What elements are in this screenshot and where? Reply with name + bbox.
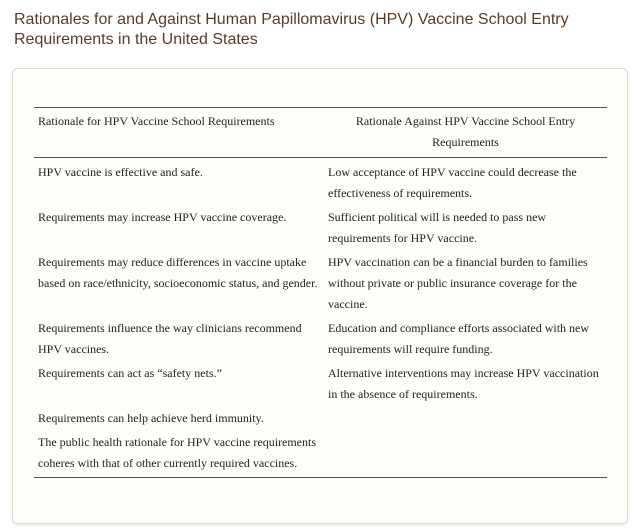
table-row [34, 206, 607, 251]
rationale-against-cell: Sufficient political will is needed to pass new requirements for HPV vaccine. [328, 210, 547, 245]
rationale-against-cell: Low acceptance of HPV vaccine could decrease the effectiveness of requirements. [328, 165, 577, 200]
table-row [34, 362, 607, 407]
rationale-for-cell: HPV vaccine is effective and safe. [38, 165, 203, 179]
rationale-against-cell: Alternative interventions may increase HPV vaccination in the absence of requirements. [328, 366, 599, 401]
table-panel [12, 68, 628, 524]
column-header-for: Rationale for HPV Vaccine School Requirements [34, 108, 324, 158]
rationale-for-cell: Requirements can help achieve herd immunity. [38, 411, 264, 425]
rationale-for-cell: Requirements can act as “safety nets.” [38, 366, 222, 380]
page-title: Rationales for and Against Human Papillomavirus (HPV) Vaccine School Entry Requirements in the United States [14, 11, 569, 48]
rationale-for-cell: Requirements may increase HPV vaccine coverage. [38, 210, 287, 224]
table-row [34, 158, 607, 207]
rationale-against-cell: HPV vaccination can be a financial burden to families without private or public insurance coverage for the vaccine. [328, 255, 588, 311]
rationale-table [34, 107, 607, 478]
rationale-for-cell: The public health rationale for HPV vaccine requirements coheres with that of other currently required vaccines. [38, 435, 317, 470]
column-header-against: Rationale Against HPV Vaccine School Entry Requirements [324, 108, 607, 158]
table-row [34, 431, 607, 478]
rationale-for-cell: Requirements may reduce differences in vaccine uptake based on race/ethnicity, socioeconomic status, and gender. [38, 255, 318, 290]
rationale-against-cell [324, 407, 607, 431]
rationale-against-cell: Education and compliance efforts associated with new requirements will require funding. [328, 321, 590, 356]
table-header-row [34, 108, 607, 158]
table-row [34, 407, 607, 431]
table-row [34, 251, 607, 317]
table-row [34, 317, 607, 362]
rationale-against-cell [324, 431, 607, 478]
rationale-for-cell: Requirements influence the way clinicians recommend HPV vaccines. [38, 321, 302, 356]
